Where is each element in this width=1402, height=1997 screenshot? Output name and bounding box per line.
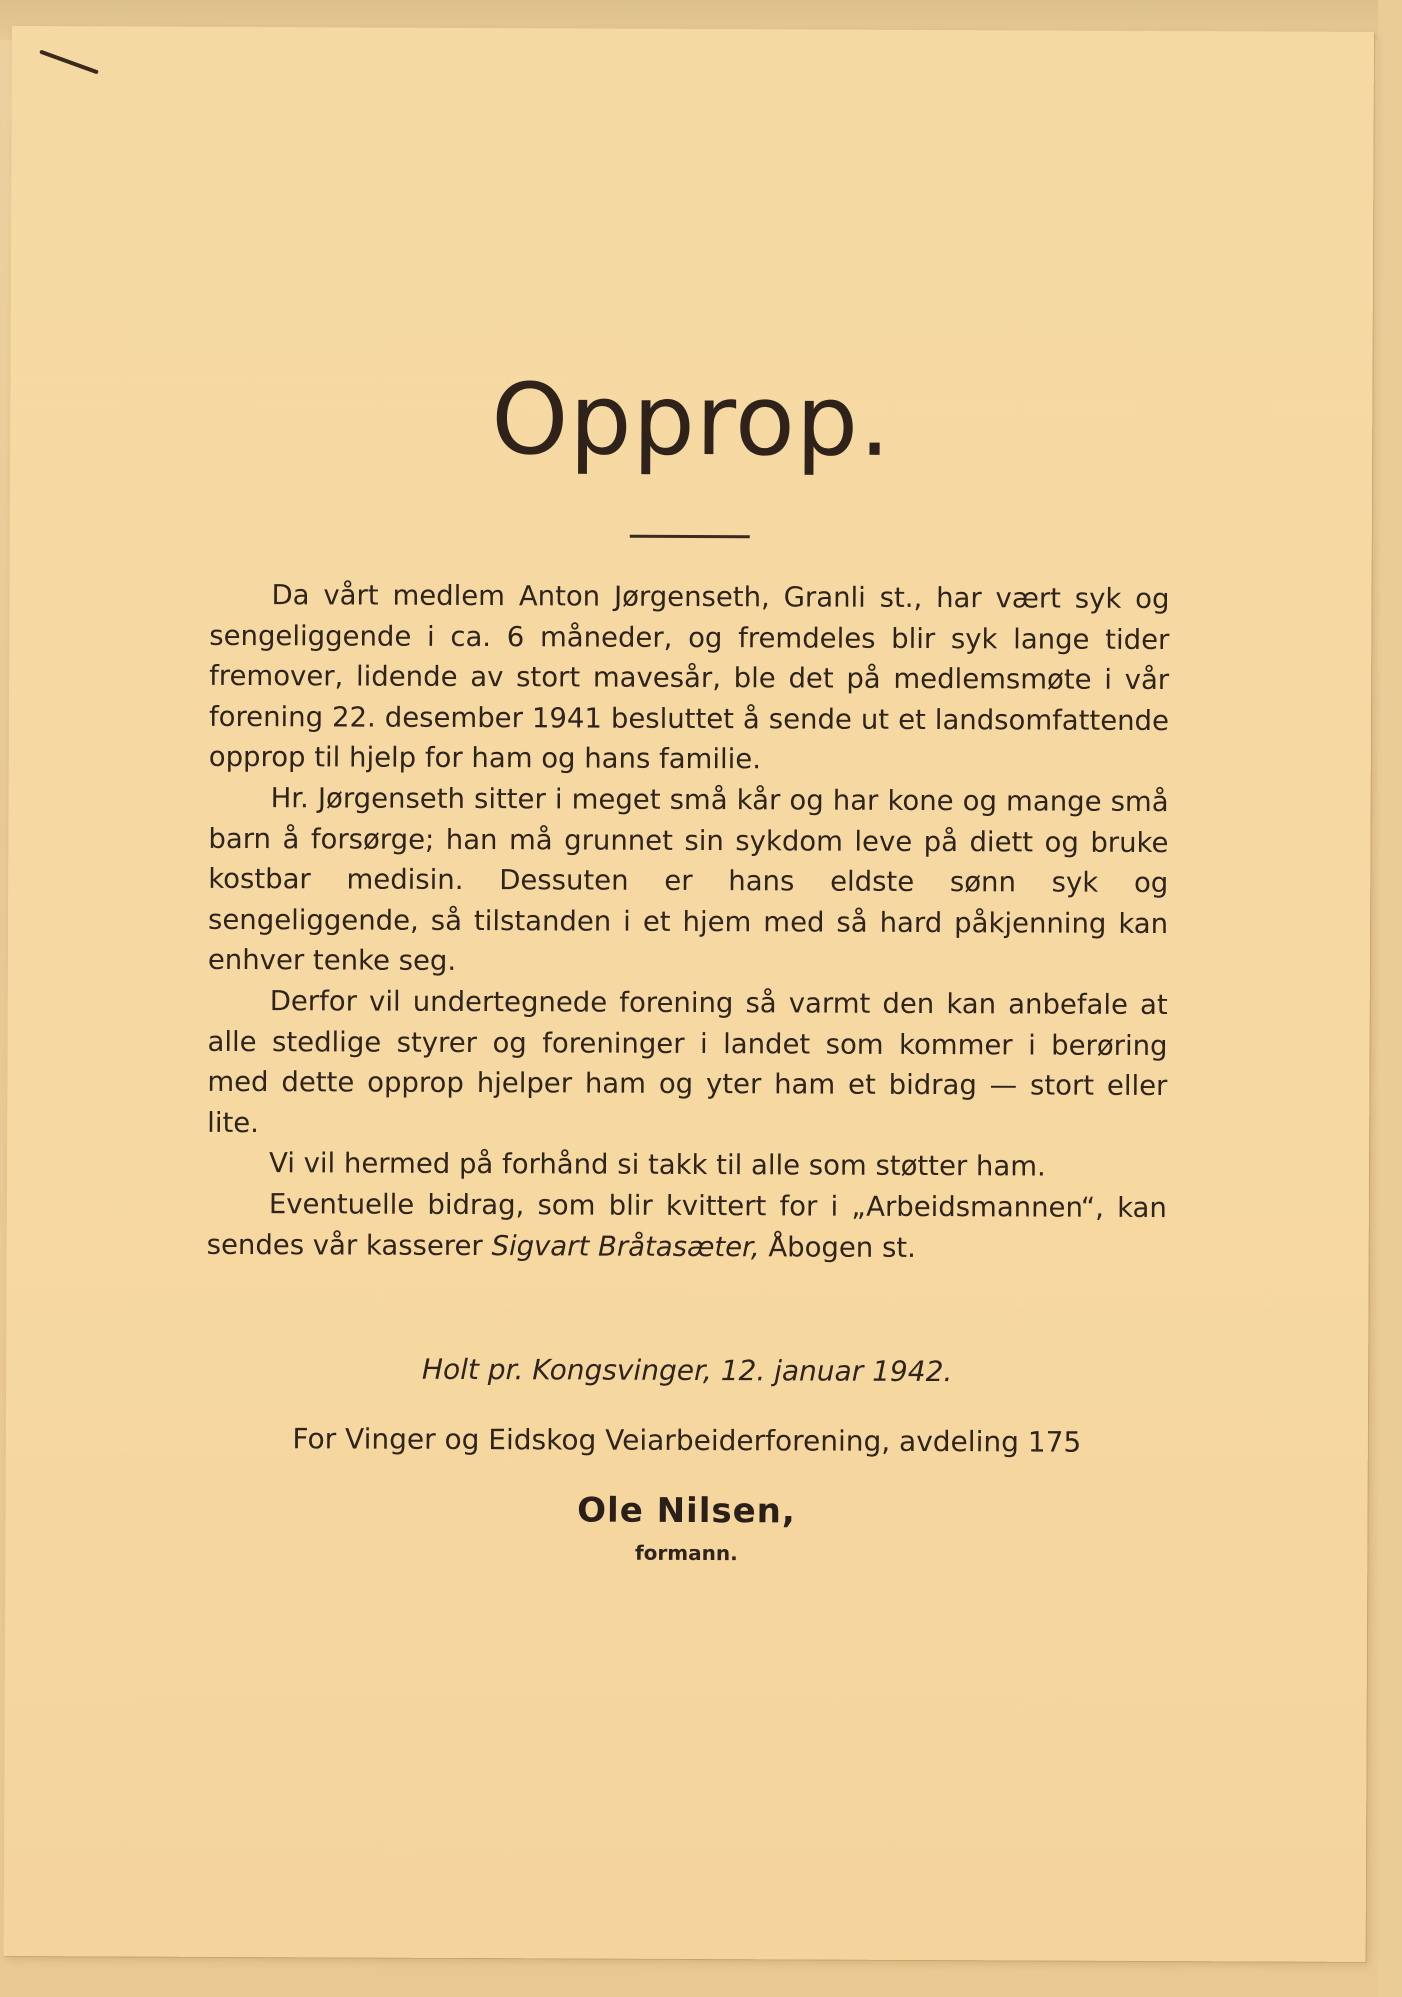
paragraph-5 xyxy=(207,1184,1167,1269)
signer-name: Ole Nilsen, xyxy=(577,1490,796,1532)
document-sheet xyxy=(4,26,1374,1962)
dateline: Holt pr. Kongsvinger, 12. januar 1942. xyxy=(421,1352,953,1389)
paragraph-5-end: Åbogen st. xyxy=(768,1230,916,1264)
right-board-edge xyxy=(1378,0,1402,1997)
paragraph-5-start: Eventuelle bidrag, som blir kvittert for i „Arbeidsmannen“, kan sendes vår kasserer xyxy=(206,1188,1167,1262)
organization-line: For Vinger og Eidskog Veiarbeiderforening, avdeling 175 xyxy=(292,1422,1082,1459)
paragraph-1: Da vårt medlem Anton Jørgenseth, Granli st., har vært syk og sengeliggende i ca. 6 måneder, og fremdeles blir syk lange tider fremover, lidende av stort mavesår, ble det på medlemsmøte i vår forening 22. desember 1941 besluttet å sende ut et landsomfattende opprop til hjelp for ham og hans familie. xyxy=(208,579,1170,776)
paragraph-2: Hr. Jørgenseth sitter i meget små kår og har kone og mange små barn å forsørge; han må grunnet sin sykdom leve på diett og bruke kostbar medisin. Dessuten er hans eldste sønn syk og sengeliggende, så tilstanden i et hjem med så hard påkjenning kan enhver tenke seg. xyxy=(207,782,1169,978)
document-title: Opprop. xyxy=(491,363,892,479)
title-underline-divider xyxy=(630,535,750,539)
signer-role: formann. xyxy=(634,1540,738,1566)
paragraph-4: Vi vil hermed på forhånd si takk til alle som støtter ham. xyxy=(268,1147,1046,1183)
treasurer-name: Sigvart Bråtasæter, xyxy=(491,1229,760,1263)
document-body xyxy=(207,575,1170,1269)
paragraph-3: Derfor vil undertegnede forening så varmt den kan anbefale at alle stedlige styrer og foreninger i landet som kommer i berøring med dette opprop hjelper ham og yter ham et bidrag — stort eller lite. xyxy=(207,985,1168,1139)
